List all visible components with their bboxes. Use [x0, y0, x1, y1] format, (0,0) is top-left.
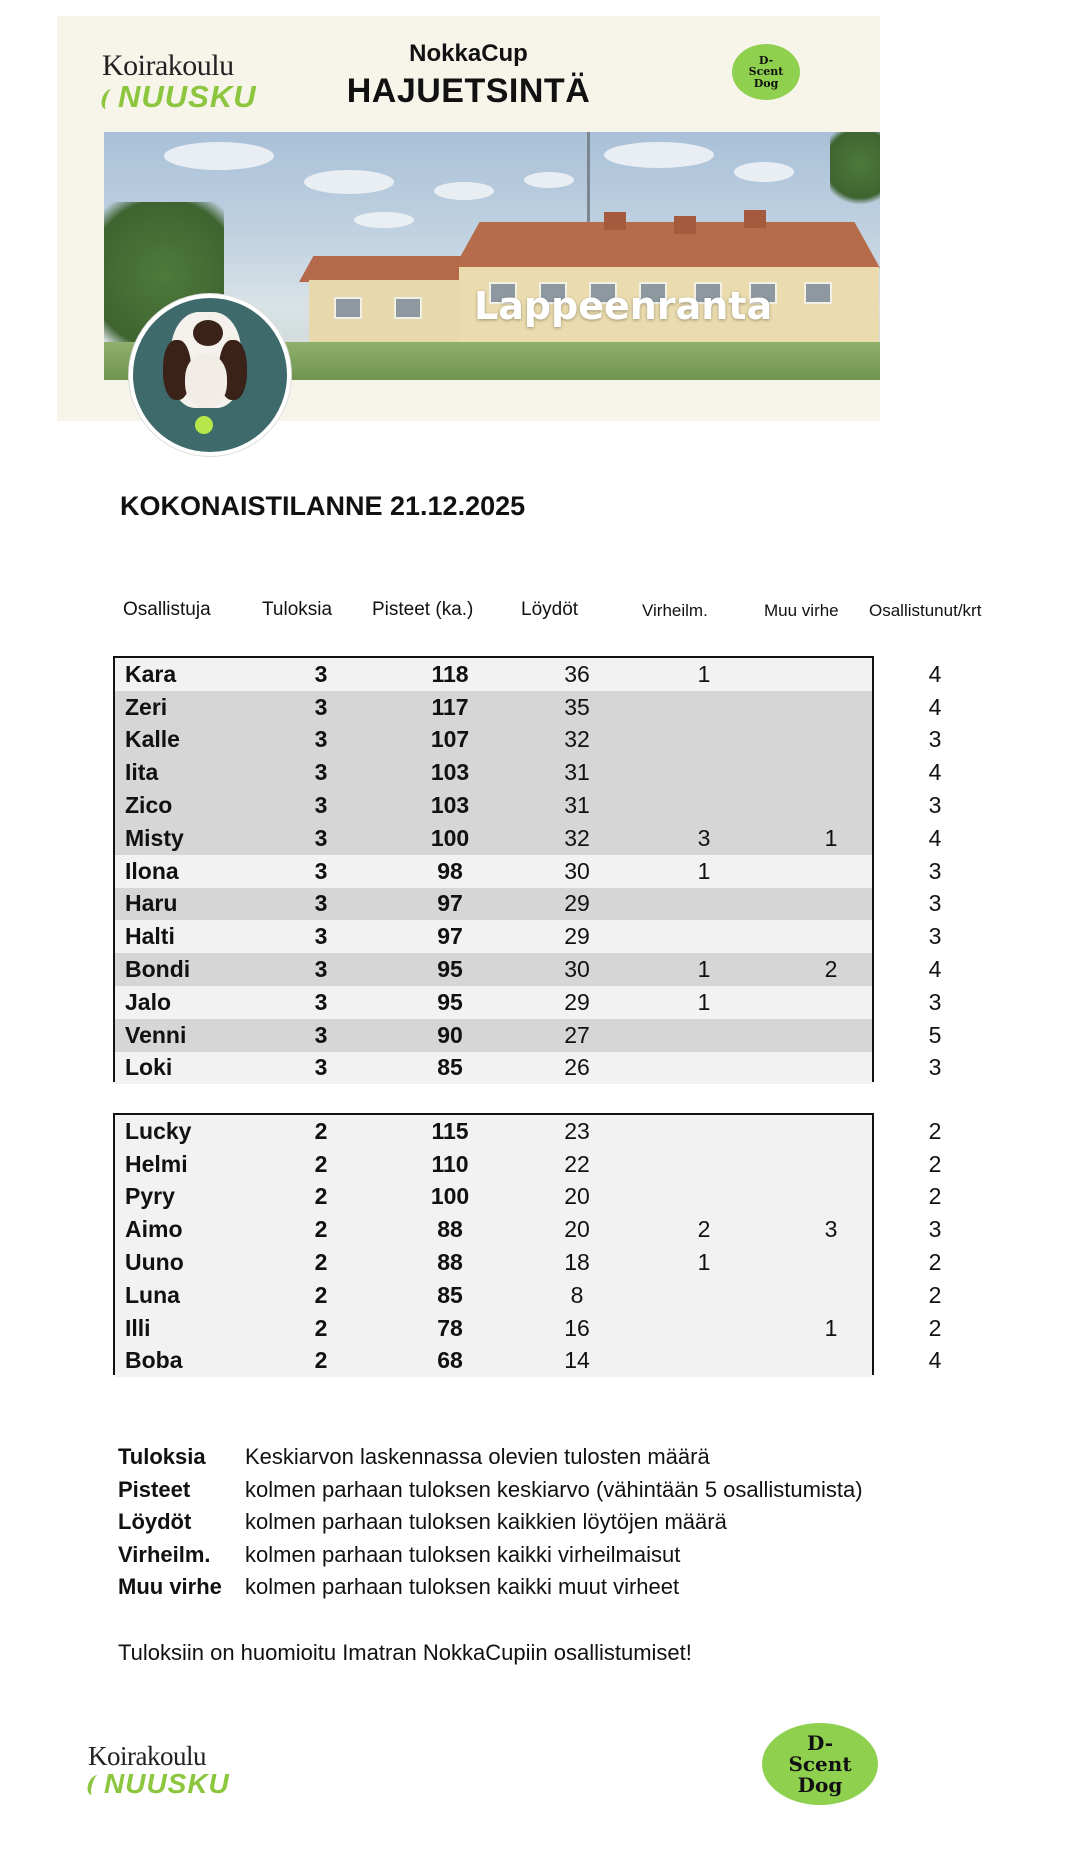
loydot-value: 29	[564, 923, 590, 950]
loydot-value: 36	[564, 660, 590, 687]
muu-virhe-value	[791, 691, 871, 724]
participant-name: Ilona	[125, 857, 179, 884]
table-row	[115, 1312, 872, 1345]
virheilm-value	[664, 756, 744, 789]
antenna-mast	[587, 132, 590, 232]
legend-row	[118, 1574, 918, 1602]
virheilm-value	[664, 1312, 744, 1345]
koirakoulu-nuusku-logo-footer	[88, 1741, 230, 1800]
logo-bottom-label: NUUSKU	[118, 79, 257, 114]
pisteet-value: 85	[437, 1054, 463, 1081]
pisteet-value: 88	[437, 1249, 463, 1276]
participant-name: Loki	[125, 1054, 173, 1081]
legend-description: kolmen parhaan tuloksen kaikkien löytöjen määrä	[245, 1509, 727, 1534]
tuloksia-value: 2	[314, 1183, 328, 1210]
tuloksia-value: 2	[314, 1216, 328, 1243]
table-row	[115, 855, 872, 888]
pisteet-value: 117	[431, 693, 469, 720]
pisteet-value: 95	[437, 956, 463, 983]
loydot-value: 32	[564, 726, 590, 753]
col-header-osallistunut: Osallistunut/krt	[869, 601, 982, 620]
osallistunut-value: 2	[928, 1183, 942, 1210]
d-scent-dog-badge: D- Scent Dog	[732, 44, 800, 100]
tuloksia-value: 2	[314, 1150, 328, 1177]
virheilm-value: 1	[697, 857, 711, 884]
participant-name: Haru	[125, 890, 178, 917]
participant-name: Lucky	[125, 1117, 192, 1144]
virheilm-value	[664, 1181, 744, 1214]
muu-virhe-value	[791, 855, 871, 888]
participant-name: Luna	[125, 1281, 180, 1308]
participant-name: Aimo	[125, 1216, 183, 1243]
muu-virhe-value	[791, 888, 871, 921]
ball	[195, 416, 213, 434]
pisteet-value: 88	[437, 1216, 463, 1243]
table-row	[115, 1115, 872, 1148]
participant-name: Iita	[125, 759, 159, 786]
tuloksia-value: 3	[314, 824, 328, 851]
osallistunut-value: 4	[928, 956, 942, 983]
participant-name: Venni	[125, 1021, 187, 1048]
logo-top-text: Koirakoulu	[102, 49, 234, 82]
overview-title: KOKONAISTILANNE 21.12.2025	[120, 491, 526, 521]
tuloksia-value: 3	[314, 956, 328, 983]
legend-description: kolmen parhaan tuloksen keskiarvo (vähintään 5 osallistumista)	[245, 1476, 863, 1502]
muu-virhe-value	[791, 1246, 871, 1279]
legend-row	[118, 1444, 918, 1472]
virheilm-value	[664, 1052, 744, 1085]
loydot-value: 29	[564, 890, 590, 917]
virheilm-value: 1	[697, 956, 711, 983]
muu-virhe-value: 1	[824, 1314, 838, 1341]
col-header-osallistuja: Osallistuja	[123, 599, 211, 620]
tuloksia-value: 2	[314, 1347, 328, 1374]
osallistunut-value: 2	[928, 1314, 942, 1341]
cup-title: HAJUETSINTÄ	[346, 72, 591, 110]
table-row	[115, 1213, 872, 1246]
muu-virhe-value	[791, 920, 871, 953]
tuloksia-value: 3	[314, 1054, 328, 1081]
loydot-value: 31	[564, 759, 590, 786]
virheilm-value: 3	[697, 824, 711, 851]
osallistunut-value: 3	[928, 1054, 942, 1081]
virheilm-value	[664, 691, 744, 724]
loydot-value: 23	[564, 1117, 590, 1144]
results-group-2	[113, 1113, 874, 1375]
legend-row	[118, 1477, 918, 1505]
muu-virhe-value: 1	[824, 824, 838, 851]
osallistunut-value: 4	[928, 759, 942, 786]
table-row	[115, 724, 872, 757]
note-text: Tuloksiin on huomioitu Imatran NokkaCupiin osallistumiset!	[118, 1640, 692, 1665]
dog-photo	[129, 294, 291, 456]
leaf-icon	[85, 1775, 104, 1795]
table-row	[115, 1246, 872, 1279]
loydot-value: 22	[564, 1150, 590, 1177]
pisteet-value: 95	[437, 988, 463, 1015]
pisteet-value: 115	[431, 1117, 469, 1144]
osallistunut-value: 2	[928, 1117, 942, 1144]
loydot-value: 8	[570, 1281, 584, 1308]
participant-name: Boba	[125, 1347, 183, 1374]
tuloksia-value: 2	[314, 1117, 328, 1144]
osallistunut-value: 3	[928, 923, 942, 950]
tuloksia-value: 3	[314, 1021, 328, 1048]
legend-term: Löydöt	[118, 1509, 192, 1534]
muu-virhe-value	[791, 1019, 871, 1052]
osallistunut-value: 5	[928, 1021, 942, 1048]
table-row	[115, 1345, 872, 1378]
col-header-virheilm: Virheilm.	[642, 601, 708, 620]
participant-name: Misty	[125, 824, 184, 851]
osallistunut-value: 3	[928, 726, 942, 753]
tuloksia-value: 3	[314, 988, 328, 1015]
loydot-value: 35	[564, 693, 590, 720]
pisteet-value: 97	[437, 890, 463, 917]
participant-name: Helmi	[125, 1150, 188, 1177]
loydot-value: 27	[564, 1021, 590, 1048]
tuloksia-value: 3	[314, 759, 328, 786]
loydot-value: 30	[564, 857, 590, 884]
virheilm-value	[664, 1115, 744, 1148]
tuloksia-value: 3	[314, 923, 328, 950]
table-row	[115, 1181, 872, 1214]
participant-name: Kalle	[125, 726, 180, 753]
osallistunut-value: 4	[928, 824, 942, 851]
loydot-value: 20	[564, 1183, 590, 1210]
muu-virhe-value	[791, 1181, 871, 1214]
tuloksia-value: 3	[314, 693, 328, 720]
participant-name: Zeri	[125, 693, 168, 720]
osallistunut-value: 4	[928, 1347, 942, 1374]
tuloksia-value: 2	[314, 1249, 328, 1276]
building-wing	[309, 280, 469, 350]
muu-virhe-value	[791, 1148, 871, 1181]
loydot-value: 26	[564, 1054, 590, 1081]
muu-virhe-value	[791, 756, 871, 789]
muu-virhe-value	[791, 789, 871, 822]
legend-description: kolmen parhaan tuloksen kaikki muut virheet	[245, 1574, 680, 1599]
loydot-value: 32	[564, 824, 590, 851]
participant-name: Uuno	[125, 1249, 184, 1276]
pisteet-value: 103	[430, 759, 470, 786]
tuloksia-value: 3	[314, 890, 328, 917]
osallistunut-value: 3	[928, 1216, 942, 1243]
osallistunut-value: 4	[928, 660, 942, 687]
table-row	[115, 1052, 872, 1085]
loydot-value: 14	[564, 1347, 590, 1374]
col-header-pisteet: Pisteet (ka.)	[372, 599, 474, 620]
tuloksia-value: 3	[314, 726, 328, 753]
muu-virhe-value	[791, 1345, 871, 1378]
virheilm-value: 1	[697, 988, 711, 1015]
osallistunut-value: 3	[928, 792, 942, 819]
pisteet-value: 110	[431, 1150, 469, 1177]
osallistunut-value: 3	[928, 857, 942, 884]
pisteet-value: 85	[437, 1281, 463, 1308]
virheilm-value: 1	[697, 1249, 711, 1276]
legend-row	[118, 1542, 918, 1570]
osallistunut-value: 2	[928, 1281, 942, 1308]
virheilm-value: 1	[697, 660, 711, 687]
virheilm-value	[664, 789, 744, 822]
legend-term: Tuloksia	[118, 1444, 206, 1469]
pisteet-value: 78	[437, 1314, 463, 1341]
pisteet-value: 100	[430, 1183, 470, 1210]
d-scent-dog-badge-footer: D- Scent Dog	[762, 1723, 878, 1805]
legend-description: Keskiarvon laskennassa olevien tulosten määrä	[245, 1444, 710, 1469]
legend-term: Pisteet	[118, 1476, 191, 1502]
muu-virhe-value	[791, 724, 871, 757]
participant-name: Bondi	[125, 956, 191, 983]
tuloksia-value: 3	[314, 792, 328, 819]
pisteet-value: 97	[437, 923, 463, 950]
loydot-value: 16	[564, 1314, 590, 1341]
virheilm-value	[664, 920, 744, 953]
tuloksia-value: 3	[314, 857, 328, 884]
pisteet-value: 107	[430, 726, 470, 753]
osallistunut-value: 2	[928, 1150, 942, 1177]
virheilm-value	[664, 888, 744, 921]
pisteet-value: 90	[437, 1021, 463, 1048]
osallistunut-value: 2	[928, 1249, 942, 1276]
table-row	[115, 1019, 872, 1052]
muu-virhe-value: 2	[824, 956, 838, 983]
table-row	[115, 1279, 872, 1312]
trees-right	[830, 132, 880, 212]
virheilm-value	[664, 724, 744, 757]
table-row	[115, 986, 872, 1019]
legend-term: Muu virhe	[118, 1574, 222, 1599]
table-row	[115, 756, 872, 789]
logo-top-text: Koirakoulu	[88, 1741, 206, 1771]
loydot-value: 29	[564, 988, 590, 1015]
legend-row	[118, 1509, 918, 1537]
virheilm-value	[664, 1279, 744, 1312]
osallistunut-value: 3	[928, 988, 942, 1015]
muu-virhe-value: 3	[824, 1216, 838, 1243]
legend-description: kolmen parhaan tuloksen kaikki virheilmaisut	[245, 1541, 681, 1567]
col-header-loydot: Löydöt	[521, 599, 579, 620]
table-row	[115, 888, 872, 921]
osallistunut-value: 4	[928, 693, 942, 720]
muu-virhe-value	[791, 986, 871, 1019]
pisteet-value: 118	[431, 660, 469, 687]
col-header-muu-virhe: Muu virhe	[764, 601, 839, 620]
table-row	[115, 691, 872, 724]
logo-bottom-text	[88, 1768, 230, 1800]
muu-virhe-value	[791, 658, 871, 691]
logo-bottom-label: NUUSKU	[104, 1768, 230, 1799]
participant-name: Pyry	[125, 1183, 175, 1210]
muu-virhe-value	[791, 1052, 871, 1085]
muu-virhe-value	[791, 1115, 871, 1148]
participant-name: Jalo	[125, 988, 172, 1015]
loydot-value: 30	[564, 956, 590, 983]
virheilm-value	[664, 1148, 744, 1181]
cup-name: NokkaCup	[409, 40, 528, 67]
participant-name: Illi	[125, 1314, 151, 1341]
pisteet-value: 68	[437, 1347, 463, 1374]
table-row	[115, 658, 872, 691]
city-name: Lappeenranta	[474, 284, 773, 328]
legend-term: Virheilm.	[118, 1541, 211, 1567]
pisteet-value: 103	[430, 792, 470, 819]
participant-name: Halti	[125, 923, 175, 950]
muu-virhe-value	[791, 1279, 871, 1312]
table-row	[115, 920, 872, 953]
osallistunut-value: 3	[928, 890, 942, 917]
loydot-value: 20	[564, 1216, 590, 1243]
virheilm-value	[664, 1345, 744, 1378]
virheilm-value: 2	[697, 1216, 711, 1243]
pisteet-value: 98	[437, 857, 463, 884]
participant-name: Zico	[125, 792, 173, 819]
table-row	[115, 789, 872, 822]
table-row	[115, 953, 872, 986]
pisteet-value: 100	[430, 824, 470, 851]
tuloksia-value: 3	[314, 660, 328, 687]
header-banner	[57, 16, 880, 421]
participant-name: Kara	[125, 660, 177, 687]
table-row	[115, 1148, 872, 1181]
loydot-value: 31	[564, 792, 590, 819]
tuloksia-value: 2	[314, 1281, 328, 1308]
col-header-tuloksia: Tuloksia	[262, 599, 333, 620]
virheilm-value	[664, 1019, 744, 1052]
table-row	[115, 822, 872, 855]
loydot-value: 18	[564, 1249, 590, 1276]
tuloksia-value: 2	[314, 1314, 328, 1341]
results-group-1	[113, 656, 874, 1082]
